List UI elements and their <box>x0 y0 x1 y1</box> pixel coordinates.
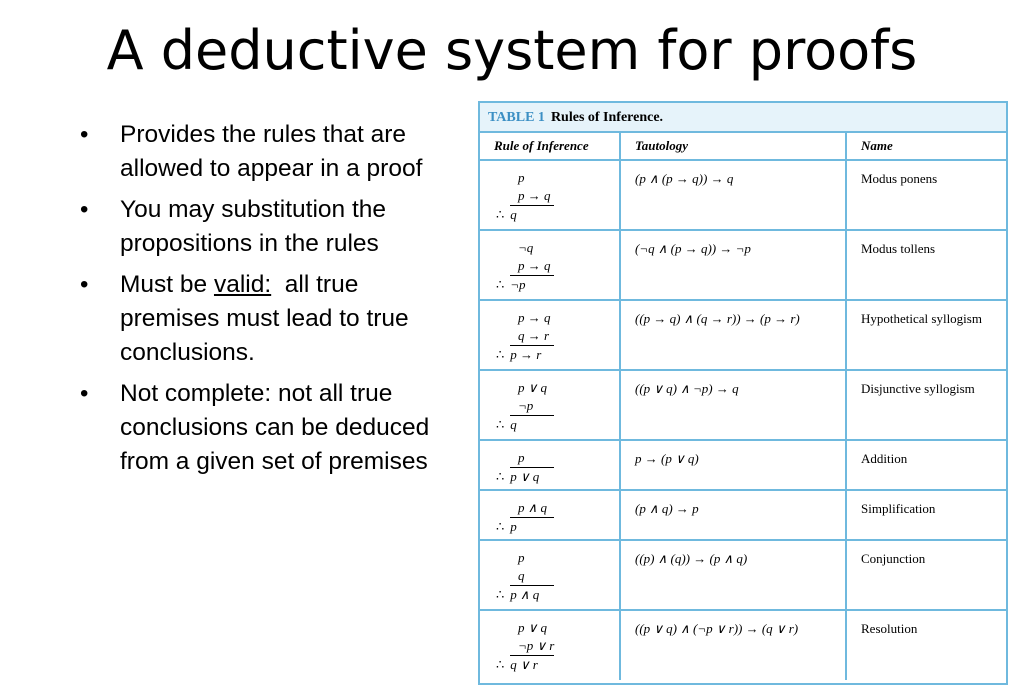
rule-of-inference-cell <box>480 490 620 540</box>
conclusion: p ∨ q <box>510 467 554 486</box>
conclusion: ¬p <box>510 275 554 294</box>
conclusion: q <box>510 415 554 434</box>
table-body <box>480 133 1006 680</box>
bullet-dot-icon: • <box>80 380 89 407</box>
premise: ¬q <box>518 240 534 255</box>
table-caption-number: TABLE 1 <box>488 110 545 125</box>
slide-title: A deductive system for proofs <box>106 19 918 82</box>
therefore-icon: ∴ <box>496 347 505 362</box>
therefore-icon: ∴ <box>496 657 505 672</box>
bullet-dot-icon: • <box>80 271 89 298</box>
bullet-text: Not complete: not all true conclusions can be deduced from a given set of premises <box>120 380 430 475</box>
header-name: Name <box>846 133 1006 160</box>
tautology-cell: ((p) ∧ (q)) → (p ∧ q) <box>620 540 846 610</box>
rule-name-cell: Conjunction <box>846 540 1006 610</box>
therefore-icon: ∴ <box>496 587 505 602</box>
table-row <box>480 160 1006 230</box>
rule-of-inference-cell <box>480 610 620 680</box>
table-row <box>480 490 1006 540</box>
rule-of-inference-cell <box>480 440 620 490</box>
rule-of-inference-cell <box>480 230 620 300</box>
premise: p ∨ q <box>518 620 548 635</box>
table-row <box>480 370 1006 440</box>
bullet-dot-icon: • <box>80 121 89 148</box>
bullet-item <box>80 118 460 186</box>
tautology-cell: (p ∧ q) → p <box>620 490 846 540</box>
table-caption-title: Rules of Inference. <box>550 110 664 125</box>
conclusion: q <box>510 205 554 224</box>
rules-of-inference-table <box>478 101 1008 685</box>
bullet-list <box>80 118 460 486</box>
conclusion: p ∧ q <box>510 585 554 604</box>
table-row <box>480 230 1006 300</box>
rule-name-cell: Resolution <box>846 610 1006 680</box>
header-tautology: Tautology <box>620 133 846 160</box>
premise: ¬p <box>518 398 534 413</box>
premise: p <box>518 450 525 465</box>
therefore-icon: ∴ <box>496 469 505 484</box>
premise: ¬p ∨ r <box>518 638 555 653</box>
table-row <box>480 440 1006 490</box>
premise: q → r <box>518 328 550 343</box>
table-row <box>480 610 1006 680</box>
bullet-text: Provides the rules that are allowed to appear in a proof <box>120 121 423 182</box>
header-rule-of-inference: Rule of Inference <box>480 133 620 160</box>
premise: p → q <box>518 188 551 203</box>
table-row <box>480 300 1006 370</box>
tautology-cell: ((p ∨ q) ∧ ¬p) → q <box>620 370 846 440</box>
therefore-icon: ∴ <box>496 277 505 292</box>
premise: q <box>518 568 525 583</box>
rule-of-inference-cell <box>480 370 620 440</box>
tautology-cell: ((p ∨ q) ∧ (¬p ∨ r)) → (q ∨ r) <box>620 610 846 680</box>
therefore-icon: ∴ <box>496 417 505 432</box>
therefore-icon: ∴ <box>496 519 505 534</box>
bullet-text-underlined: valid: <box>213 271 272 298</box>
bullet-dot-icon: • <box>80 196 89 223</box>
rule-name-cell: Simplification <box>846 490 1006 540</box>
tautology-cell: (¬q ∧ (p → q)) → ¬p <box>620 230 846 300</box>
bullet-text-pre: Must be <box>120 271 214 298</box>
table-row <box>480 540 1006 610</box>
rule-name-cell: Modus ponens <box>846 160 1006 230</box>
conclusion: p → r <box>510 345 554 364</box>
bullet-text-post: all true premises must lead to true conclusions. <box>120 271 416 366</box>
rule-of-inference-cell <box>480 540 620 610</box>
rule-name-cell: Disjunctive syllogism <box>846 370 1006 440</box>
premise: p <box>518 550 525 565</box>
conclusion: p <box>510 517 554 536</box>
premise: p ∨ q <box>518 380 548 395</box>
rule-of-inference-cell <box>480 160 620 230</box>
rule-name-cell: Modus tollens <box>846 230 1006 300</box>
premise: p ∧ q <box>518 500 548 515</box>
therefore-icon: ∴ <box>496 207 505 222</box>
bullet-text: You may substitution the propositions in the rules <box>120 196 387 257</box>
tautology-cell: (p ∧ (p → q)) → q <box>620 160 846 230</box>
rule-name-cell: Addition <box>846 440 1006 490</box>
conclusion: q ∨ r <box>510 655 554 674</box>
tautology-cell: ((p → q) ∧ (q → r)) → (p → r) <box>620 300 846 370</box>
bullet-item <box>80 268 460 370</box>
table-caption <box>480 103 1006 133</box>
premise: p → q <box>518 258 551 273</box>
rule-name-cell: Hypothetical syllogism <box>846 300 1006 370</box>
bullet-item <box>80 377 460 479</box>
premise: p <box>518 170 525 185</box>
tautology-cell: p → (p ∨ q) <box>620 440 846 490</box>
bullet-item <box>80 193 460 261</box>
rule-of-inference-cell <box>480 300 620 370</box>
premise: p → q <box>518 310 551 325</box>
